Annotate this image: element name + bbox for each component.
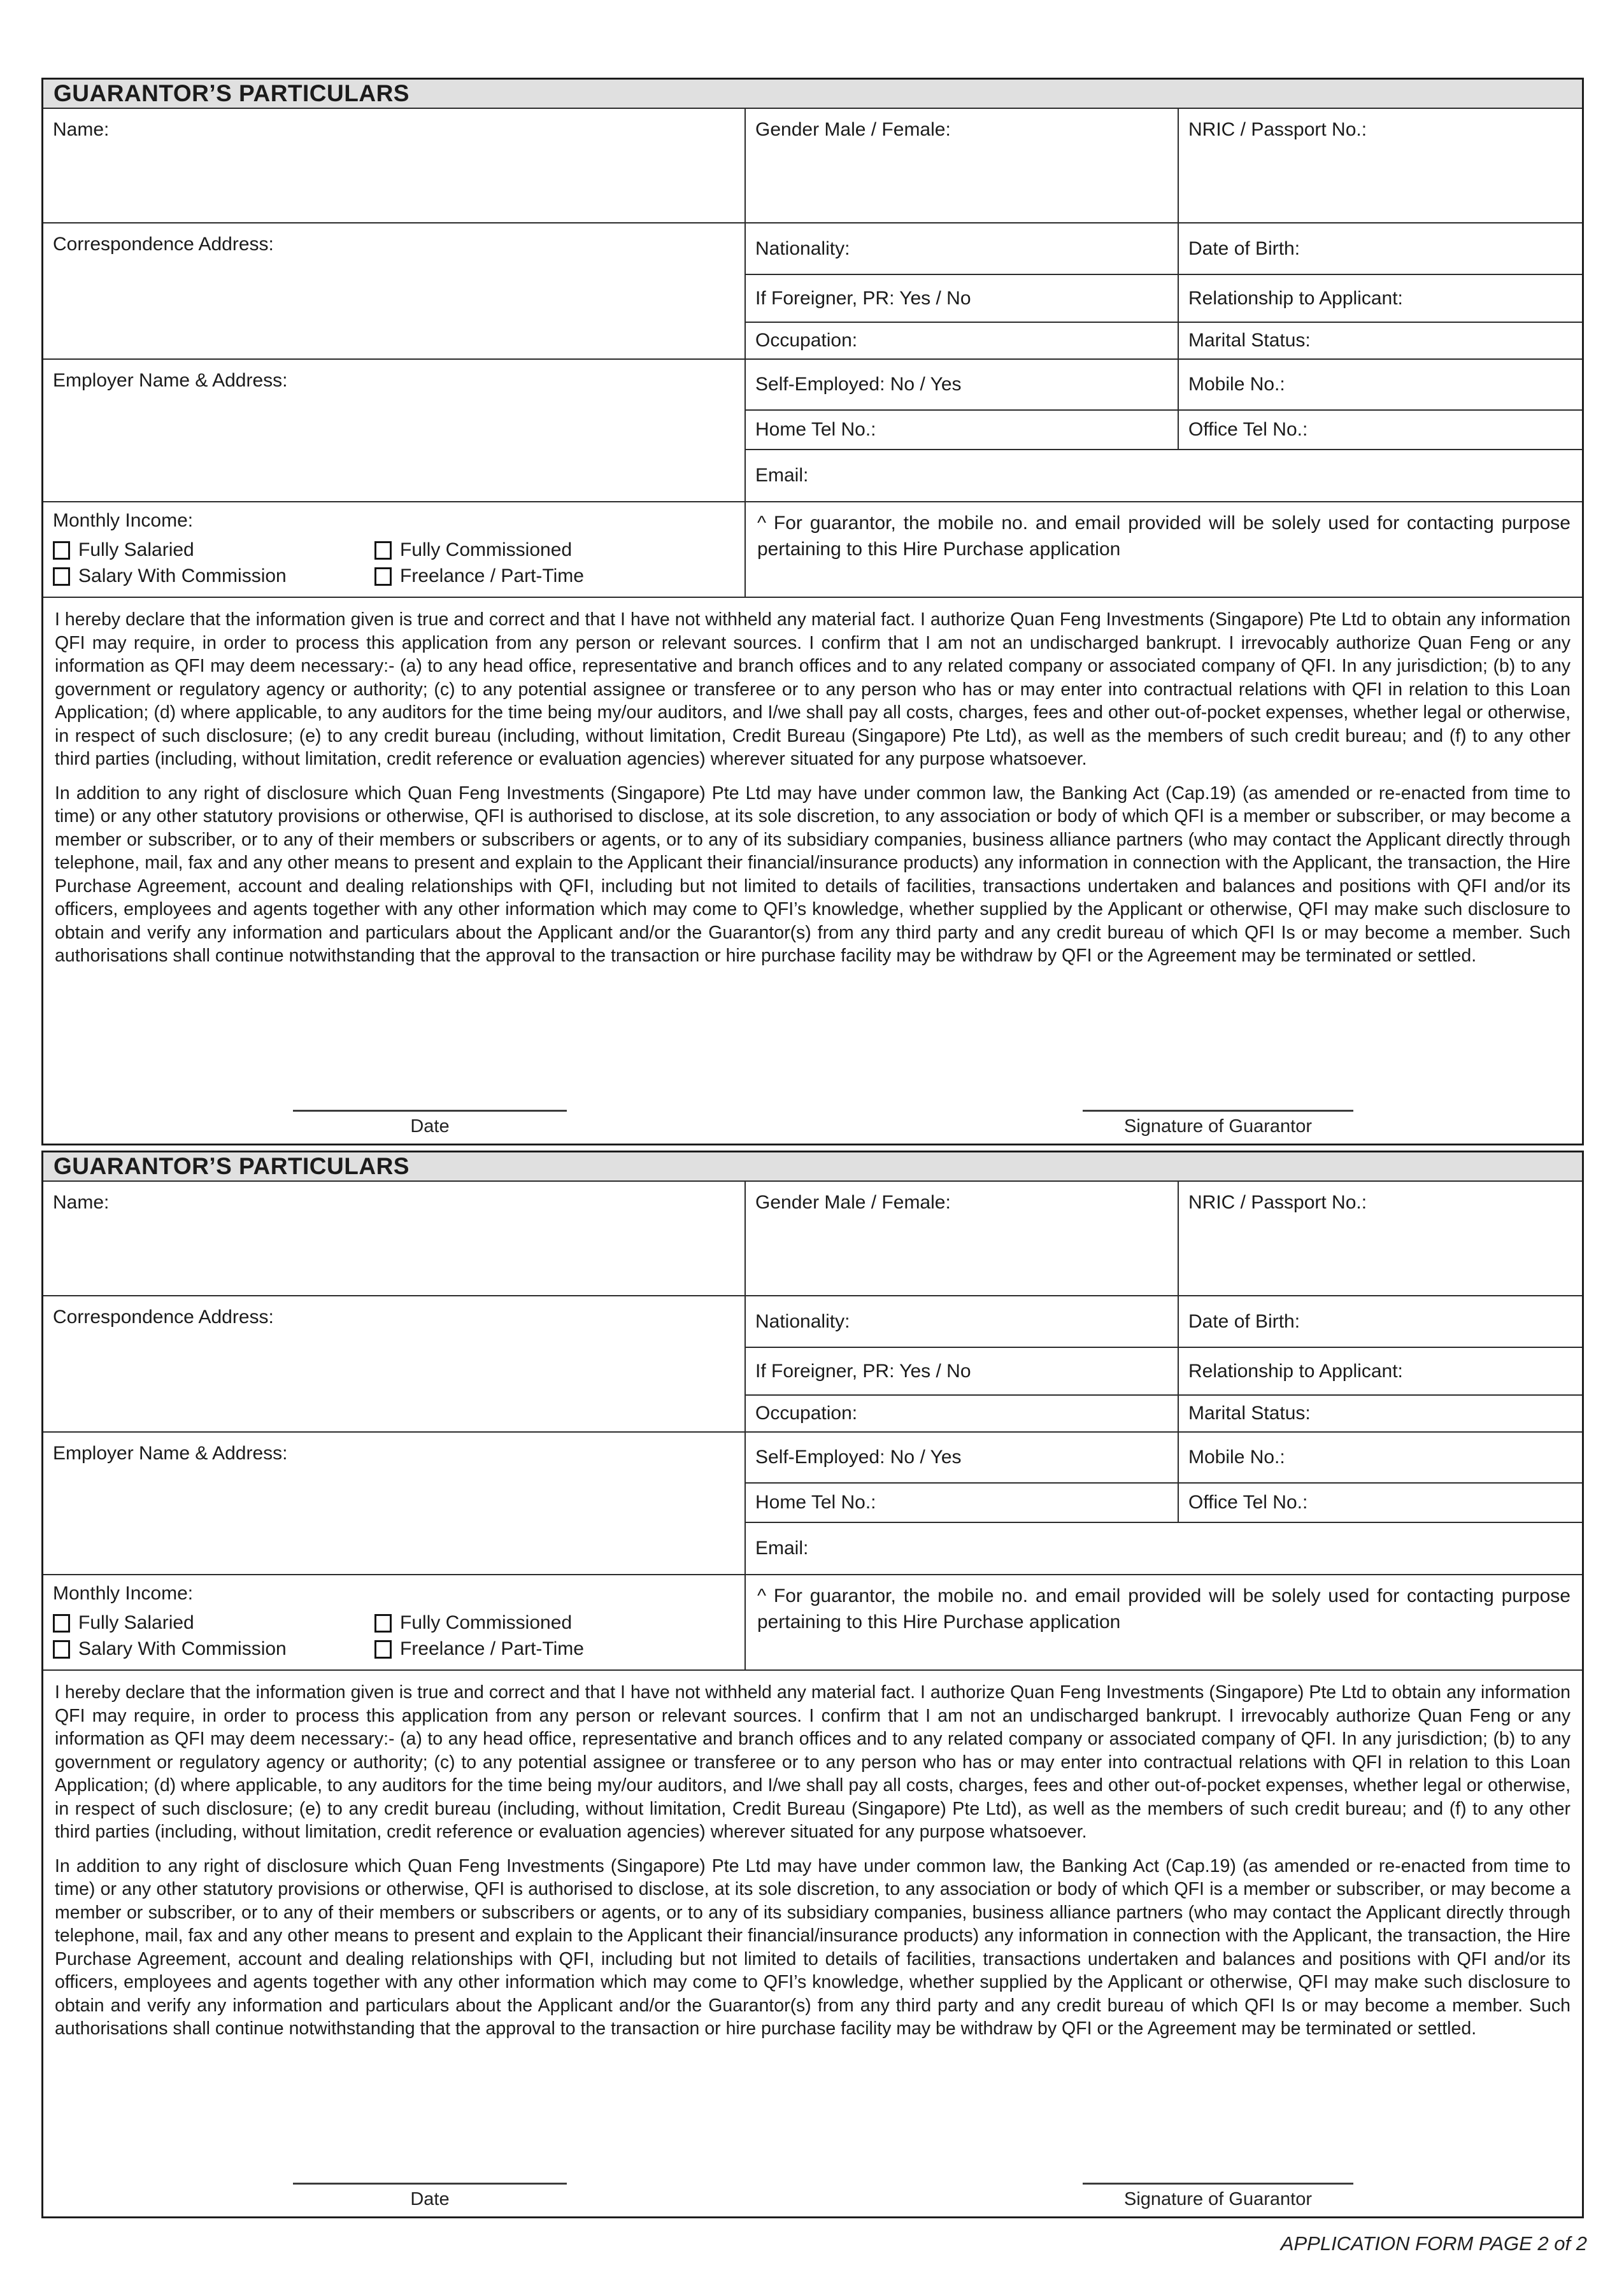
date-signature-block	[293, 1110, 567, 1137]
guarantor-signature-block	[1083, 1110, 1353, 1137]
income-options-group	[53, 1612, 735, 1660]
checkbox-icon[interactable]	[53, 1614, 70, 1633]
declaration-paragraph-2: In addition to any right of disclosure which Quan Feng Investments (Singapore) Pte Ltd may have under common law, the Banking Act (Cap.19) (as amended or re-enacted from time to time) or any other statutory provisions or otherwise, QFI is authorised to disclose, at its sole discretion, to any association or body of which QFI is a member or subscriber, or may become a member or subscriber, or to any of their members or subscribers or agents, or to any of its subsidiary companies, business alliance partners (who may contact the Applicant directly through telephone, mail, fax and any other means to present and explain to the Applicant their financial/insurance products) any information in connection with the Applicant, the transaction, the Hire Purchase Agreement, account and dealing relationships with QFI, including but not limited to details of facilities, transactions undertaken and balances and positions with QFI and/or its officers, employees and agents together with any other information which may come to QFI’s knowledge, whether supplied by the Applicant or otherwise, QFI may make such disclosure to obtain and verify any information and particulars about the Applicant and/or the Guarantor(s) from any third party and any credit bureau of which QFI Is or may become a member. Such authorisations shall continue notwithstanding that the approval to the transaction or hire purchase facility may be withdraw by QFI or the Agreement may be terminated or settled.	[55, 1855, 1571, 2039]
correspondence-address-field-cell	[43, 1296, 746, 1433]
relationship-label: Relationship to Applicant:	[1188, 1360, 1403, 1382]
occupation-field-cell	[746, 1396, 1179, 1433]
foreigner-pr-field-cell	[746, 1348, 1179, 1396]
income-option-label: Fully Commissioned	[400, 539, 573, 560]
foreigner-pr-field-cell	[746, 275, 1179, 323]
nric-passport-label: NRIC / Passport No.:	[1188, 1192, 1367, 1213]
name-field-cell	[43, 1182, 746, 1296]
declaration-paragraph-2: In addition to any right of disclosure which Quan Feng Investments (Singapore) Pte Ltd may have under common law, the Banking Act (Cap.19) (as amended or re-enacted from time to time) or any other statutory provisions or otherwise, QFI is authorised to disclose, at its sole discretion, to any association or body of which QFI is a member or subscriber, or may become a member or subscriber, or to any of their members or subscribers or agents, or to any of its subsidiary companies, business alliance partners (who may contact the Applicant directly through telephone, mail, fax and any other means to present and explain to the Applicant their financial/insurance products) any information in connection with the Applicant, the transaction, the Hire Purchase Agreement, account and dealing relationships with QFI, including but not limited to details of facilities, transactions undertaken and balances and positions with QFI and/or its officers, employees and agents together with any other information which may come to QFI’s knowledge, whether supplied by the Applicant or otherwise, QFI may make such disclosure to obtain and verify any information and particulars about the Applicant and/or the Guarantor(s) from any third party and any credit bureau of which QFI Is or may become a member. Such authorisations shall continue notwithstanding that the approval to the transaction or hire purchase facility may be withdraw by QFI or the Agreement may be terminated or settled.	[55, 783, 1571, 966]
guarantor-particulars-section-2	[41, 1151, 1584, 2218]
monthly-income-label: Monthly Income:	[53, 1583, 194, 1604]
self-employed-field-cell	[746, 360, 1179, 411]
declaration-paragraph-1: I hereby declare that the information given is true and correct and that I have not withheld any material fact. I authorize Quan Feng Investments (Singapore) Pte Ltd to obtain any information QFI may require, in order to process this application from any person or relevant sources. I confirm that I am not an undischarged bankrupt. I irrevocably authorize Quan Feng or any information as QFI may deem necessary:- (a) to any head office, representative and branch offices and to any related company or associated company of QFI. In any jurisdiction; (b) to any government or regulatory agency or authority; (c) to any potential assignee or transferee or to any person who has or may enter into contractual relations with QFI in relation to this Loan Application; (d) where applicable, to any auditors for the time being my/our auditors, and I/we shall pay all costs, charges, fees and other out-of-pocket expenses, whether legal or otherwise, in respect of such disclosure; (e) to any credit bureau (including, without limitation, Credit Bureau (Singapore) Pte Ltd), as well as the members of such credit bureau; and (f) to any other third parties (including, without limitation, credit reference or evaluation agencies) wherever situated for any purpose whatsoever.	[55, 609, 1571, 769]
email-field-cell	[746, 450, 1582, 502]
income-option-salary-with-commission	[53, 1638, 374, 1660]
marital-status-field-cell	[1179, 1396, 1582, 1433]
foreigner-pr-label: If Foreigner, PR: Yes / No	[755, 287, 971, 309]
checkbox-icon[interactable]	[374, 541, 392, 560]
monthly-income-label: Monthly Income:	[53, 510, 194, 531]
nationality-field-cell	[746, 1296, 1179, 1348]
employer-field-cell	[43, 1433, 746, 1575]
checkbox-icon[interactable]	[53, 567, 70, 586]
relationship-field-cell	[1179, 275, 1582, 323]
declaration-cell	[43, 1671, 1582, 2216]
self-employed-label: Self-Employed: No / Yes	[755, 1447, 962, 1468]
employer-field-cell	[43, 360, 746, 502]
date-label: Date	[410, 2189, 450, 2209]
income-option-freelance-part-time	[374, 565, 735, 587]
home-tel-field-cell	[746, 1484, 1179, 1523]
occupation-label: Occupation:	[755, 1403, 858, 1424]
home-tel-field-cell	[746, 411, 1179, 450]
employer-label: Employer Name & Address:	[53, 1443, 288, 1464]
section-title: GUARANTOR’S PARTICULARS	[53, 1153, 410, 1179]
checkbox-icon[interactable]	[374, 1640, 392, 1659]
monthly-income-cell	[43, 1575, 746, 1671]
marital-status-label: Marital Status:	[1188, 330, 1311, 351]
date-signature-block	[293, 2183, 567, 2210]
home-tel-label: Home Tel No.:	[755, 1492, 876, 1513]
foreigner-pr-label: If Foreigner, PR: Yes / No	[755, 1360, 971, 1382]
home-tel-label: Home Tel No.:	[755, 419, 876, 440]
relationship-field-cell	[1179, 1348, 1582, 1396]
marital-status-label: Marital Status:	[1188, 1403, 1311, 1424]
income-option-label: Fully Commissioned	[400, 1612, 573, 1633]
date-of-birth-field-cell	[1179, 223, 1582, 275]
relationship-label: Relationship to Applicant:	[1188, 287, 1403, 309]
gender-field-cell	[746, 1182, 1179, 1296]
gender-field-cell	[746, 109, 1179, 223]
marital-status-field-cell	[1179, 323, 1582, 360]
income-option-label: Freelance / Part-Time	[400, 565, 584, 586]
signature-label: Signature of Guarantor	[1123, 2189, 1312, 2209]
mobile-field-cell	[1179, 1433, 1582, 1484]
office-tel-field-cell	[1179, 411, 1582, 450]
nric-passport-label: NRIC / Passport No.:	[1188, 119, 1367, 140]
income-option-salary-with-commission	[53, 565, 374, 587]
correspondence-address-label: Correspondence Address:	[53, 234, 274, 255]
signature-label: Signature of Guarantor	[1123, 1116, 1312, 1137]
monthly-income-cell	[43, 502, 746, 598]
income-option-fully-commissioned	[374, 1612, 735, 1634]
nationality-label: Nationality:	[755, 1310, 850, 1332]
guarantor-signature-block	[1083, 2183, 1353, 2210]
name-label: Name:	[53, 119, 110, 140]
checkbox-icon[interactable]	[374, 1614, 392, 1633]
date-of-birth-label: Date of Birth:	[1188, 1310, 1300, 1332]
checkbox-icon[interactable]	[374, 567, 392, 586]
office-tel-label: Office Tel No.:	[1188, 1492, 1308, 1513]
nric-passport-field-cell	[1179, 109, 1582, 223]
income-option-label: Fully Salaried	[78, 539, 194, 560]
section-title: GUARANTOR’S PARTICULARS	[53, 80, 410, 106]
income-option-label: Fully Salaried	[78, 1612, 194, 1633]
gender-label: Gender Male / Female:	[755, 1192, 951, 1213]
income-option-label: Freelance / Part-Time	[400, 1638, 584, 1659]
checkbox-icon[interactable]	[53, 541, 70, 560]
nric-passport-field-cell	[1179, 1182, 1582, 1296]
income-options-group	[53, 539, 735, 587]
office-tel-label: Office Tel No.:	[1188, 419, 1308, 440]
income-option-label: Salary With Commission	[78, 565, 287, 586]
mobile-field-cell	[1179, 360, 1582, 411]
income-option-fully-salaried	[53, 539, 374, 561]
email-label: Email:	[755, 465, 809, 486]
date-of-birth-field-cell	[1179, 1296, 1582, 1348]
mobile-label: Mobile No.:	[1188, 374, 1285, 395]
income-option-freelance-part-time	[374, 1638, 735, 1660]
date-of-birth-label: Date of Birth:	[1188, 237, 1300, 259]
gender-label: Gender Male / Female:	[755, 119, 951, 140]
income-option-label: Salary With Commission	[78, 1638, 287, 1659]
office-tel-field-cell	[1179, 1484, 1582, 1523]
correspondence-address-label: Correspondence Address:	[53, 1307, 274, 1328]
guarantor-contact-note: ^ For guarantor, the mobile no. and email provided will be solely used for contacting purpose pertaining to this Hire Purchase application	[746, 502, 1582, 598]
income-option-fully-commissioned	[374, 539, 735, 561]
checkbox-icon[interactable]	[53, 1640, 70, 1659]
guarantor-contact-note: ^ For guarantor, the mobile no. and email provided will be solely used for contacting purpose pertaining to this Hire Purchase application	[746, 1575, 1582, 1671]
email-label: Email:	[755, 1538, 809, 1559]
guarantor-particulars-section-1	[41, 78, 1584, 1145]
occupation-field-cell	[746, 323, 1179, 360]
nationality-field-cell	[746, 223, 1179, 275]
mobile-label: Mobile No.:	[1188, 1447, 1285, 1468]
email-field-cell	[746, 1523, 1582, 1575]
name-field-cell	[43, 109, 746, 223]
correspondence-address-field-cell	[43, 223, 746, 360]
date-label: Date	[410, 1116, 450, 1137]
occupation-label: Occupation:	[755, 330, 858, 351]
income-option-fully-salaried	[53, 1612, 374, 1634]
employer-label: Employer Name & Address:	[53, 370, 288, 391]
name-label: Name:	[53, 1192, 110, 1213]
self-employed-field-cell	[746, 1433, 1179, 1484]
section-header	[43, 80, 1582, 109]
nationality-label: Nationality:	[755, 237, 850, 259]
declaration-cell	[43, 598, 1582, 1144]
self-employed-label: Self-Employed: No / Yes	[755, 374, 962, 395]
declaration-paragraph-1: I hereby declare that the information given is true and correct and that I have not withheld any material fact. I authorize Quan Feng Investments (Singapore) Pte Ltd to obtain any information QFI may require, in order to process this application from any person or relevant sources. I confirm that I am not an undischarged bankrupt. I irrevocably authorize Quan Feng or any information as QFI may deem necessary:- (a) to any head office, representative and branch offices and to any related company or associated company of QFI. In any jurisdiction; (b) to any government or regulatory agency or authority; (c) to any potential assignee or transferee or to any person who has or may enter into contractual relations with QFI in relation to this Loan Application; (d) where applicable, to any auditors for the time being my/our auditors, and I/we shall pay all costs, charges, fees and other out-of-pocket expenses, whether legal or otherwise, in respect of such disclosure; (e) to any credit bureau (including, without limitation, Credit Bureau (Singapore) Pte Ltd), as well as the members of such credit bureau; and (f) to any other third parties (including, without limitation, credit reference or evaluation agencies) wherever situated for any purpose whatsoever.	[55, 1682, 1571, 1842]
page-footer: APPLICATION FORM PAGE 2 of 2	[1280, 2232, 1587, 2255]
section-header	[43, 1152, 1582, 1182]
